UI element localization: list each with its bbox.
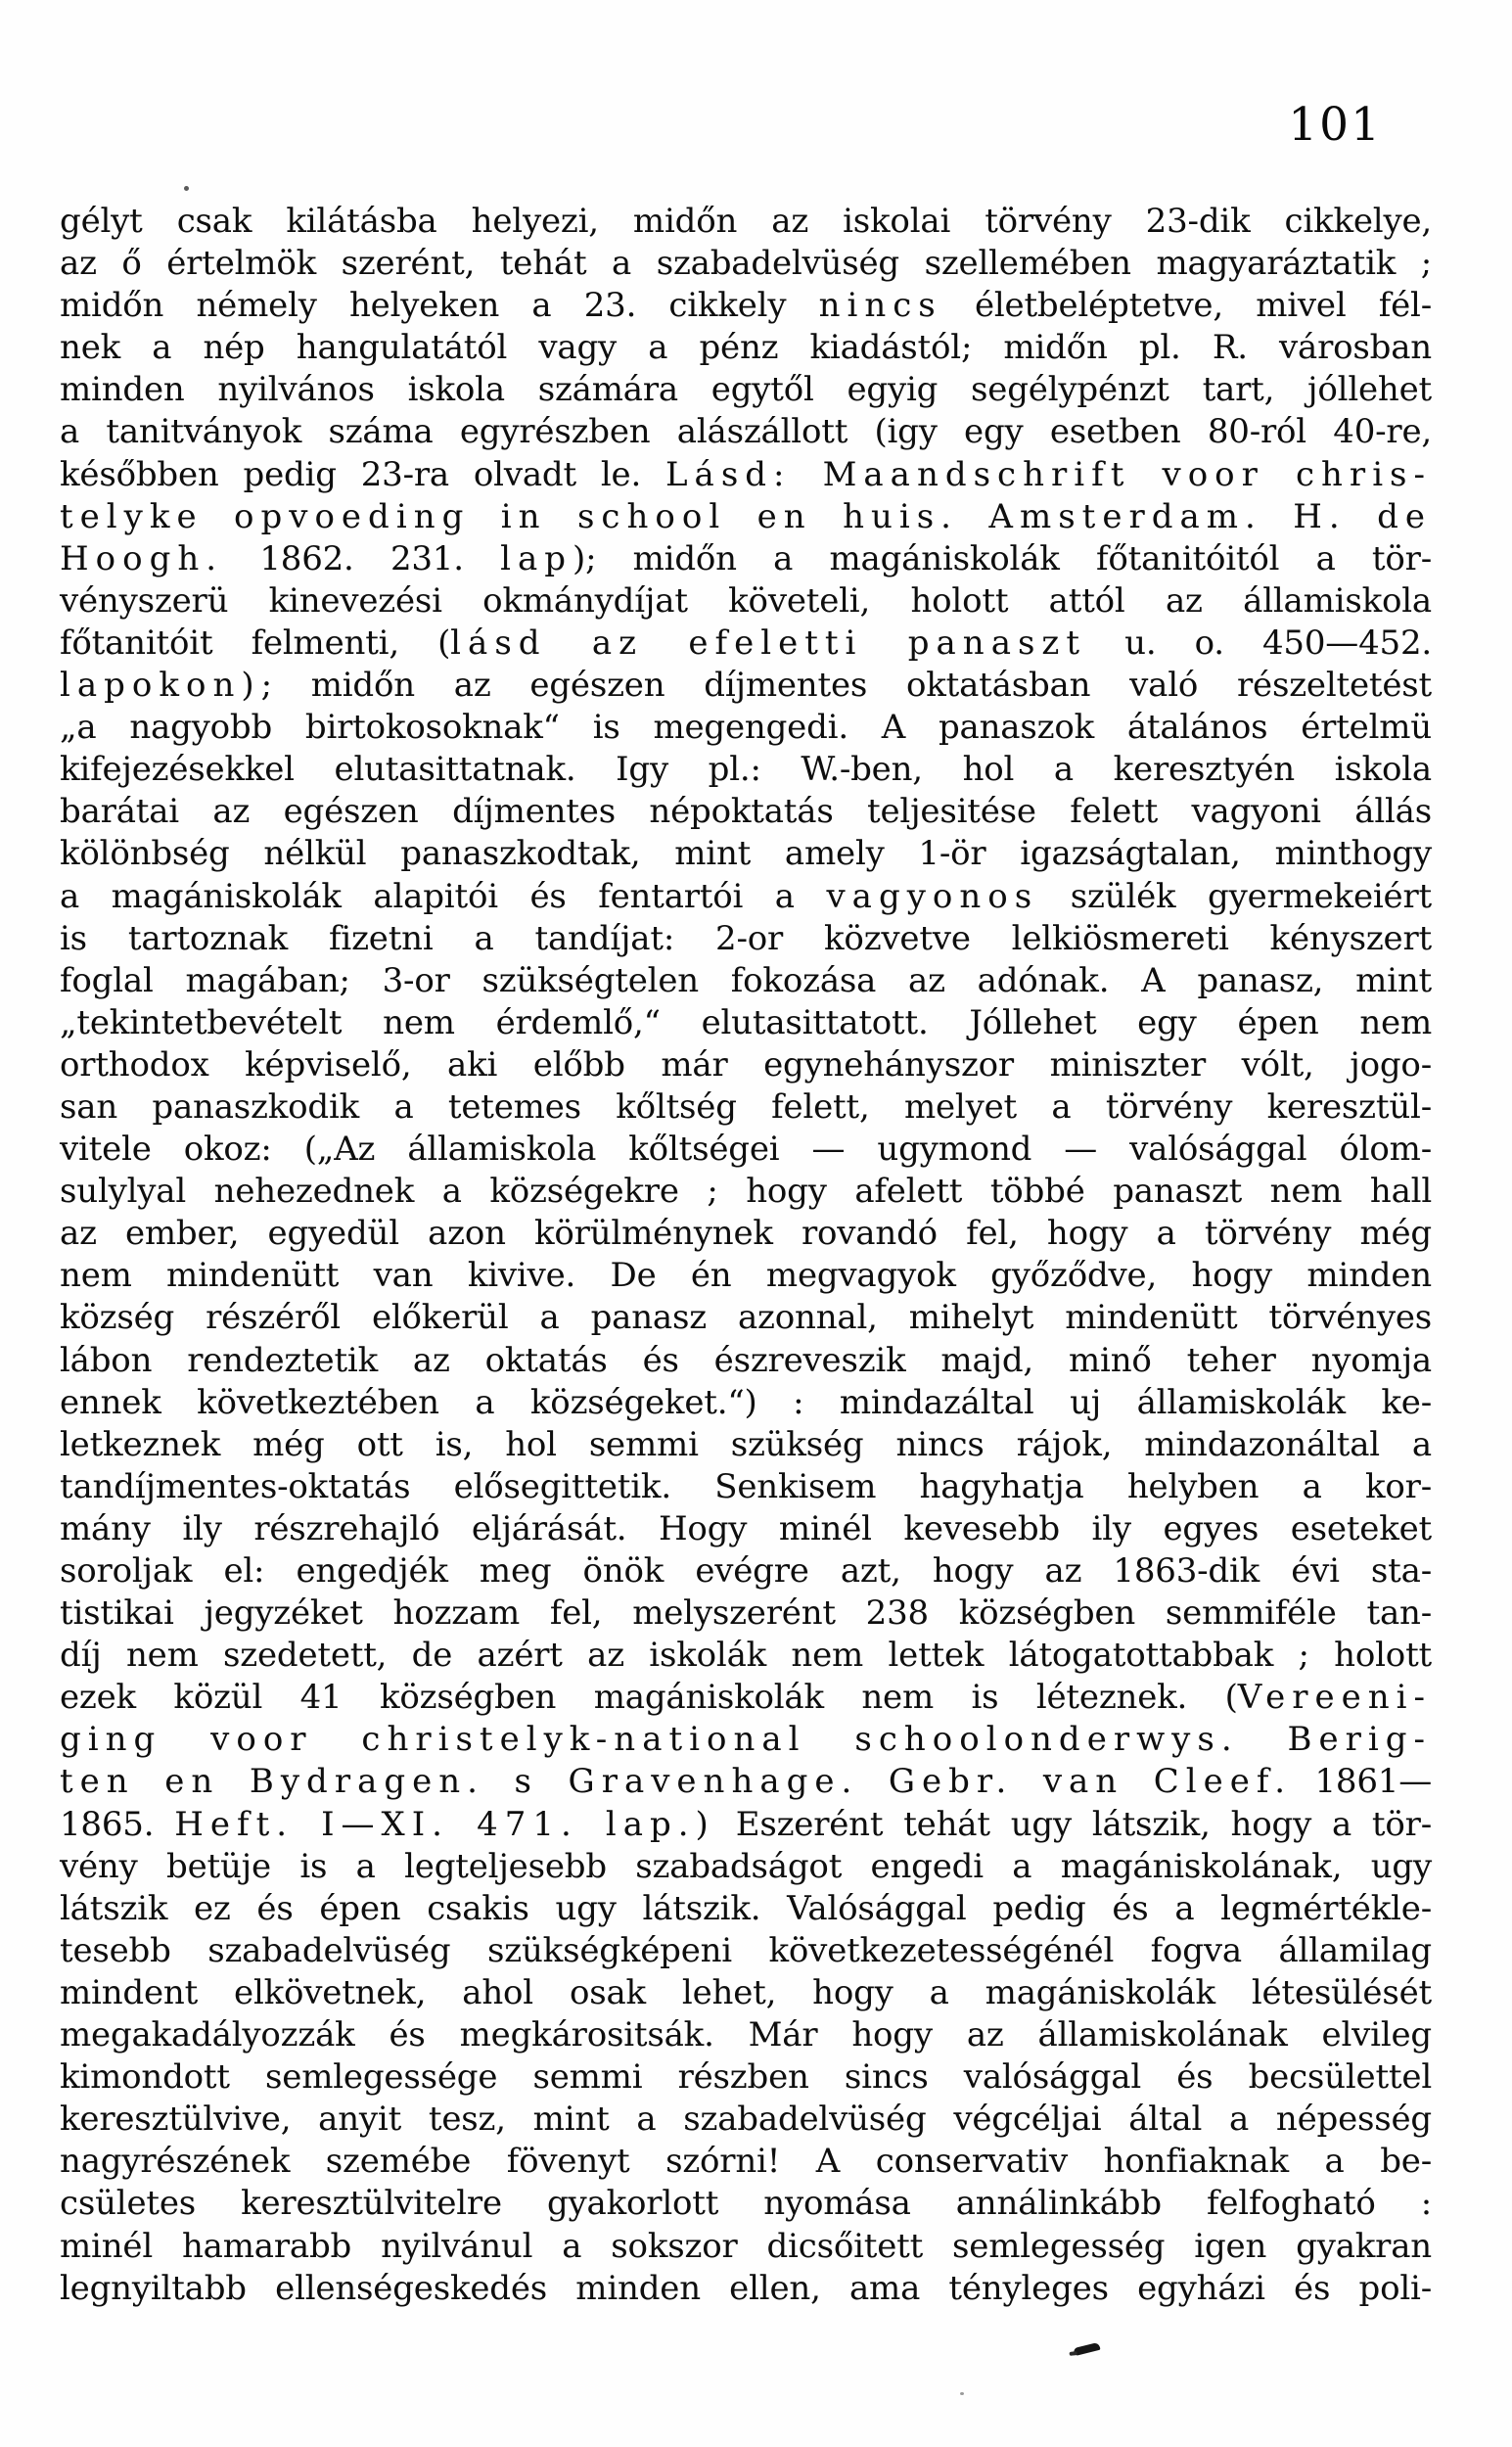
text-line [60, 1340, 1432, 1382]
text-line [60, 369, 1432, 411]
text-segment: san panaszkodik a tetemes kőltség felett, melyet a törvény keresztül- [60, 1086, 1432, 1127]
text-line [60, 1171, 1432, 1213]
text-segment: sulylyal nehezednek a községekre ; hogy afelett többé panaszt nem hall [60, 1172, 1432, 1212]
text-segment: az ember, egyedül azon körülménynek rovandó fel, hogy a törvény még [60, 1214, 1432, 1254]
text-line [60, 201, 1432, 243]
text-line [60, 1002, 1432, 1044]
text-segment: vény betüje is a legteljesebb szabadságot engedi a magániskolának, ugy [60, 1846, 1432, 1886]
text-segment: vitele okoz: („Az államiskola kőltségei — ugymond — valósággal ólom- [60, 1130, 1432, 1170]
text-line [60, 1086, 1432, 1129]
text-line [60, 665, 1432, 707]
text-line [60, 1466, 1432, 1508]
text-segment: látszik ez és épen csakis ugy látszik. Valósággal pedig és a legmértékle- [60, 1888, 1432, 1928]
text-segment: a magániskolák alapitói és fentartói a [60, 876, 827, 916]
text-line [60, 411, 1432, 453]
text-line [60, 1213, 1432, 1255]
letterspaced-text: vagyonos [826, 876, 1039, 916]
text-segment: legnyiltabb ellenségeskedés minden ellen, ama tényleges egyházi és poli- [60, 2268, 1432, 2308]
stray-ink-mark [1073, 2342, 1100, 2356]
text-segment: szülék gyermekeiért [1038, 876, 1432, 916]
text-line [60, 2226, 1432, 2268]
text-line [60, 2099, 1432, 2141]
text-segment: kimondott semlegessége semmi részben sincs valósággal és becsülettel [60, 2057, 1432, 2098]
text-line [60, 538, 1432, 580]
letterspaced-text: lásd az efeletti panaszt [450, 623, 1086, 663]
text-segment: „a nagyobb birtokosoknak“ is megengedi. A panaszok átalános értelmü [60, 708, 1432, 748]
text-segment: ennek következtében a községeket.“) : mindazáltal uj államiskolák ke- [60, 1382, 1432, 1422]
text-segment: ); midőn a magániskolák főtanitóitól a tör- [573, 538, 1433, 578]
text-line [60, 1677, 1432, 1719]
text-segment: Eszerént tehát ugy látszik, hogy a tör- [714, 1804, 1432, 1844]
text-segment: 1861— [1292, 1762, 1432, 1802]
text-line [60, 1635, 1432, 1677]
text-segment: midőn némely helyeken a 23. cikkely [60, 286, 819, 326]
text-segment: ; midőn az egészen díjmentes oktatásban való részeltetést [260, 666, 1432, 706]
text-segment: csületes keresztülvitelre gyakorlott nyomása annálinkább felfogható : [60, 2184, 1432, 2224]
text-segment: a tanitványok száma egyrészben alászállott (igy egy esetben 80-ról 40-re, [60, 412, 1432, 452]
text-segment: „tekintetbevételt nem érdemlő,“ elutasittatott. Jóllehet egy épen nem [60, 1002, 1432, 1042]
text-line [60, 2268, 1432, 2310]
text-segment: főtanitóit felmenti, ( [60, 623, 451, 663]
body-text-block [60, 201, 1432, 2310]
text-line [60, 1593, 1432, 1635]
text-line [60, 749, 1432, 791]
text-segment: vényszerü kinevezési okmánydíjat követeli, holott attól az államiskola [60, 580, 1432, 621]
text-segment: u. o. 450—452. [1085, 623, 1432, 663]
text-segment: letkeznek még ott is, hol semmi szükség nincs rájok, mindazonáltal a [60, 1424, 1432, 1464]
text-line [60, 918, 1432, 960]
text-segment: 1862. 231. [223, 538, 501, 578]
letterspaced-text: Lásd: Maandschrift voor chris- [664, 454, 1432, 494]
text-segment: orthodox képviselő, aki előbb már egynehányszor miniszter vólt, jogo- [60, 1044, 1432, 1085]
text-line [60, 791, 1432, 833]
text-line [60, 1508, 1432, 1550]
letterspaced-text: Hoogh. [60, 538, 224, 578]
text-line [60, 1424, 1432, 1466]
text-segment: kifejezésekkel elutasittatnak. Igy pl.: W.-ben, hol a keresztyén iskola [60, 750, 1432, 790]
text-line [60, 2141, 1432, 2183]
text-segment: tandíjmentes-oktatás elősegittetik. Senkisem hagyhatja helyben a kor- [60, 1466, 1432, 1506]
text-segment: kölönbség nélkül panaszkodtak, mint amely 1-ör igazságtalan, minthogy [60, 834, 1432, 874]
text-segment: község részéről előkerül a panasz azonnal, mihelyt mindenütt törvényes [60, 1298, 1432, 1338]
text-segment: mány ily részrehajló eljárását. Hogy minél kevesebb ily egyes eseteket [60, 1508, 1432, 1548]
letterspaced-text: Vereeni- [1237, 1678, 1432, 1718]
text-segment: díj nem szedetett, de azért az iskolák nem lettek látogatottabbak ; holott [60, 1636, 1432, 1676]
text-segment: gélyt csak kilátásba helyezi, midőn az iskolai törvény 23-dik cikkelye, [60, 202, 1432, 241]
text-line [60, 2014, 1432, 2056]
text-line [60, 960, 1432, 1002]
text-segment: életbeléptetve, mivel fél- [941, 286, 1432, 326]
text-line [60, 876, 1432, 918]
text-line [60, 580, 1432, 623]
text-line [60, 1804, 1432, 1846]
text-segment: ezek közül 41 községben magániskolák nem is léteznek. ( [60, 1678, 1238, 1718]
letterspaced-text: lapokon) [60, 666, 261, 706]
text-line [60, 496, 1432, 538]
text-segment: barátai az egészen díjmentes népoktatás teljesitése felett vagyoni állás [60, 792, 1432, 832]
page-number: 101 [1288, 98, 1382, 152]
ink-speck [184, 186, 189, 191]
text-line [60, 2183, 1432, 2225]
text-segment: későbben pedig 23-ra olvadt le. [60, 454, 665, 494]
text-line [60, 1044, 1432, 1086]
text-line [60, 243, 1432, 285]
text-line [60, 1255, 1432, 1297]
text-line [60, 1761, 1432, 1803]
letterspaced-text: Heft. I—XI. 471. lap.) [174, 1804, 715, 1844]
text-segment: minél hamarabb nyilvánul a sokszor dicsőitett semlegesség igen gyakran [60, 2226, 1432, 2266]
ink-speck [960, 2392, 964, 2395]
letterspaced-text: nincs [818, 286, 942, 326]
letterspaced-text: lap [500, 538, 573, 578]
text-segment: tistikai jegyzéket hozzam fel, melyszerént 238 községben semmiféle tan- [60, 1593, 1432, 1634]
text-segment: nek a nép hangulatától vagy a pénz kiadástól; midőn pl. R. városban [60, 328, 1432, 368]
text-segment: foglal magában; 3-or szükségtelen fokozása az adónak. A panasz, mint [60, 960, 1432, 1000]
text-line [60, 1719, 1432, 1761]
text-line [60, 1972, 1432, 2014]
text-line [60, 285, 1432, 327]
letterspaced-text: telyke opvoeding in school en huis. Amsterdam. H. de [60, 496, 1432, 536]
text-line [60, 1888, 1432, 1930]
text-segment: nem mindenütt van kivive. De én megvagyok győződve, hogy minden [60, 1256, 1432, 1296]
text-line [60, 454, 1432, 496]
letterspaced-text: ten en Bydragen. s Gravenhage. Gebr. van Cleef. [60, 1762, 1293, 1802]
text-line [60, 1297, 1432, 1339]
text-segment: is tartoznak fizetni a tandíjat: 2-or közvetve lelkiösmereti kényszert [60, 918, 1432, 958]
text-line [60, 623, 1432, 665]
letterspaced-text: ging voor christelyk-national schoolonderwys. Berig- [60, 1720, 1432, 1760]
text-line [60, 1846, 1432, 1888]
text-line [60, 1129, 1432, 1171]
text-segment: mindent elkövetnek, ahol osak lehet, hogy a magániskolák létesülését [60, 1972, 1432, 2012]
text-line [60, 327, 1432, 369]
text-segment: megakadályozzák és megkárositsák. Már hogy az államiskolának elvileg [60, 2015, 1432, 2055]
text-segment: keresztülvive, anyit tesz, mint a szabadelvüség végcéljai által a népesség [60, 2100, 1432, 2140]
text-segment: az ő értelmök szerént, tehát a szabadelvüség szellemében magyaráztatik ; [60, 244, 1432, 284]
text-line [60, 833, 1432, 875]
text-segment: minden nyilvános iskola számára egytől egyig segélypénzt tart, jóllehet [60, 370, 1432, 410]
text-line [60, 1930, 1432, 1972]
text-line [60, 1550, 1432, 1593]
text-line [60, 1382, 1432, 1424]
text-segment: lábon rendeztetik az oktatás és észreveszik majd, minő teher nyomja [60, 1340, 1432, 1380]
text-segment: tesebb szabadelvüség szükségképeni következetességénél fogva államilag [60, 1930, 1432, 1970]
text-segment: soroljak el: engedjék meg önök evégre azt, hogy az 1863-dik évi sta- [60, 1551, 1432, 1591]
text-segment: 1865. [60, 1804, 175, 1844]
text-segment: nagyrészének szemébe fövenyt szórni! A conservativ honfiaknak a be- [60, 2142, 1432, 2182]
text-line [60, 707, 1432, 749]
text-line [60, 2056, 1432, 2099]
